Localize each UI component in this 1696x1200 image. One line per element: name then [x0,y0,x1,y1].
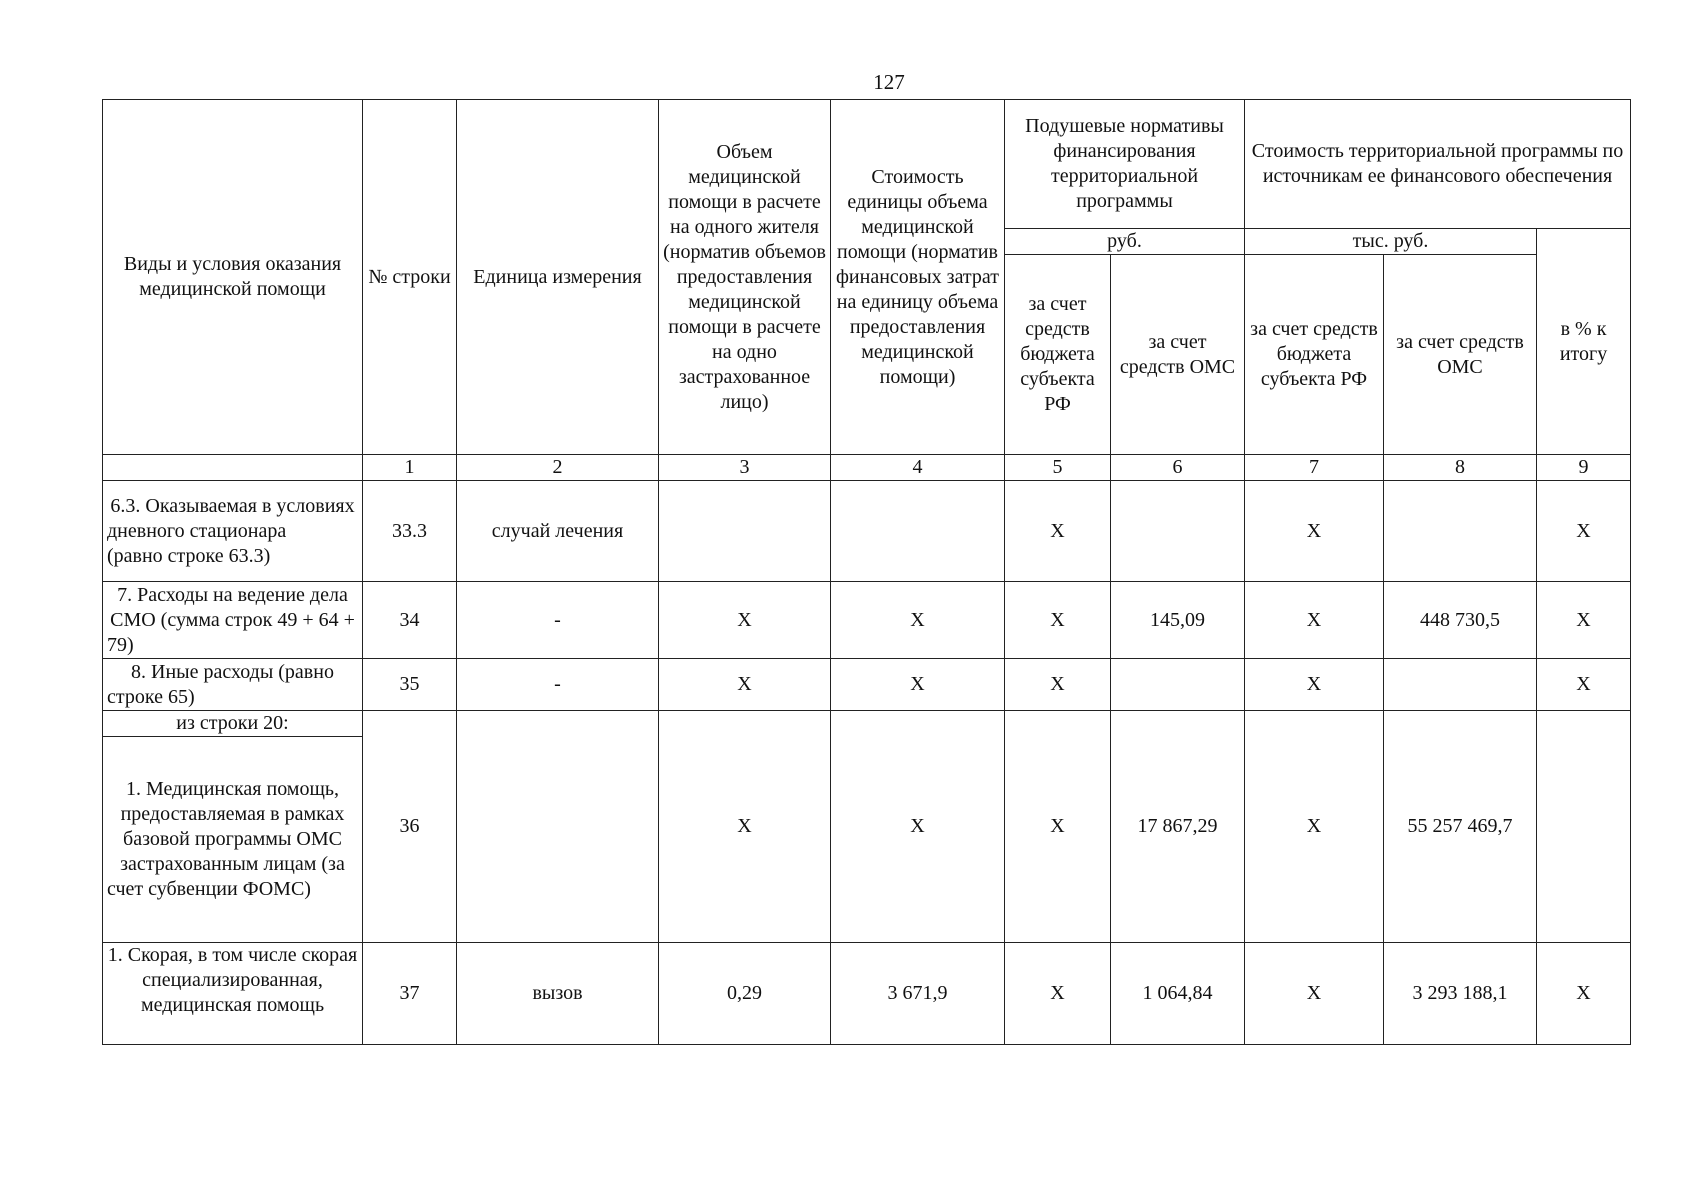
column-number: 1 [363,455,457,481]
row-col4: Х [831,711,1005,943]
row-col6: 1 064,84 [1111,943,1245,1045]
column-number: 5 [1005,455,1111,481]
row-col9: Х [1537,481,1631,582]
row-col7: Х [1245,481,1384,582]
row-col8 [1384,481,1537,582]
header-budget-5: за счет средств бюджета субъекта РФ [1005,255,1111,455]
row-col6 [1111,481,1245,582]
header-budget-7: за счет средств бюджета субъекта РФ [1245,255,1384,455]
row-col3: Х [659,582,831,659]
table-row [103,943,1631,1045]
row-number: 33.3 [363,481,457,582]
header-cost: Стоимость единицы объема медицинской помощи (норматив финансовых затрат на единицу объема предоставления медицинской помощи) [831,100,1005,455]
column-number: 8 [1384,455,1537,481]
row-kind-note: (равно строке 63.3) [107,544,271,567]
row-unit [457,711,659,943]
header-oms-6: за счет средств ОМС [1111,255,1245,455]
table-row [103,481,1631,582]
header-per-capita-group: Подушевые нормативы финансирования территориальной программы [1005,100,1245,229]
table-row [103,711,1631,737]
column-number: 6 [1111,455,1245,481]
header-unit-rub: руб. [1005,229,1245,255]
column-number: 3 [659,455,831,481]
financing-table [102,99,1631,1045]
row-kind: 1. Медицинская помощь, предоставляемая в рамках базовой программы ОМС застрахованным лицам (за счет субвенции ФОМС) [103,737,363,943]
row-kind-prefix: из строки 20: [103,711,363,737]
table-row [103,659,1631,711]
row-unit: вызов [457,943,659,1045]
row-col9: Х [1537,943,1631,1045]
row-col9 [1537,711,1631,943]
header-program-cost-group: Стоимость территориальной программы по источникам ее финансового обеспечения [1245,100,1631,229]
row-kind: 8. Иные расходы (равно строке 65) [103,659,363,711]
row-col3 [659,481,831,582]
header-row-no: № строки [363,100,457,455]
row-col6: 145,09 [1111,582,1245,659]
row-kind: 1. Скорая, в том числе скорая специализированная, медицинская помощь [103,943,363,1045]
row-col3: Х [659,711,831,943]
column-number [103,455,363,481]
column-number: 2 [457,455,659,481]
header-volume: Объем медицинской помощи в расчете на одного жителя (норматив объемов предоставления медицинской помощи в расчете на одно застрахованное лицо) [659,100,831,455]
header-unit-thousand-rub: тыс. руб. [1245,229,1537,255]
header-oms-8: за счет средств ОМС [1384,255,1537,455]
header-kind: Виды и условия оказания медицинской помощи [103,100,363,455]
row-col5: Х [1005,481,1111,582]
row-col5: Х [1005,659,1111,711]
header-unit: Единица измерения [457,100,659,455]
row-col5: Х [1005,582,1111,659]
row-col4 [831,481,1005,582]
column-number: 4 [831,455,1005,481]
row-col4: Х [831,659,1005,711]
column-number: 7 [1245,455,1384,481]
row-kind: 7. Расходы на ведение дела СМО (сумма строк 49 + 64 + 79) [103,582,363,659]
page-number: 127 [873,70,905,94]
row-col9: Х [1537,582,1631,659]
row-col8: 3 293 188,1 [1384,943,1537,1045]
row-kind [103,481,363,582]
row-col3: Х [659,659,831,711]
row-col6 [1111,659,1245,711]
row-col9: Х [1537,659,1631,711]
header-percent: в % к итогу [1537,229,1631,455]
row-col5: Х [1005,943,1111,1045]
row-number: 36 [363,711,457,943]
row-unit: - [457,582,659,659]
row-number: 37 [363,943,457,1045]
row-col5: Х [1005,711,1111,943]
column-number: 9 [1537,455,1631,481]
row-col8 [1384,659,1537,711]
row-kind-text: 6.3. Оказываемая в условиях дневного стационара [107,494,355,542]
row-unit: - [457,659,659,711]
row-col7: Х [1245,711,1384,943]
row-col7: Х [1245,943,1384,1045]
row-col8: 55 257 469,7 [1384,711,1537,943]
column-number-row [103,455,1631,481]
row-number: 34 [363,582,457,659]
row-col7: Х [1245,582,1384,659]
row-col6: 17 867,29 [1111,711,1245,943]
table-row [103,582,1631,659]
row-col4: 3 671,9 [831,943,1005,1045]
row-col7: Х [1245,659,1384,711]
row-col3: 0,29 [659,943,831,1045]
row-number: 35 [363,659,457,711]
row-col4: Х [831,582,1005,659]
row-unit: случай лечения [457,481,659,582]
row-col8: 448 730,5 [1384,582,1537,659]
